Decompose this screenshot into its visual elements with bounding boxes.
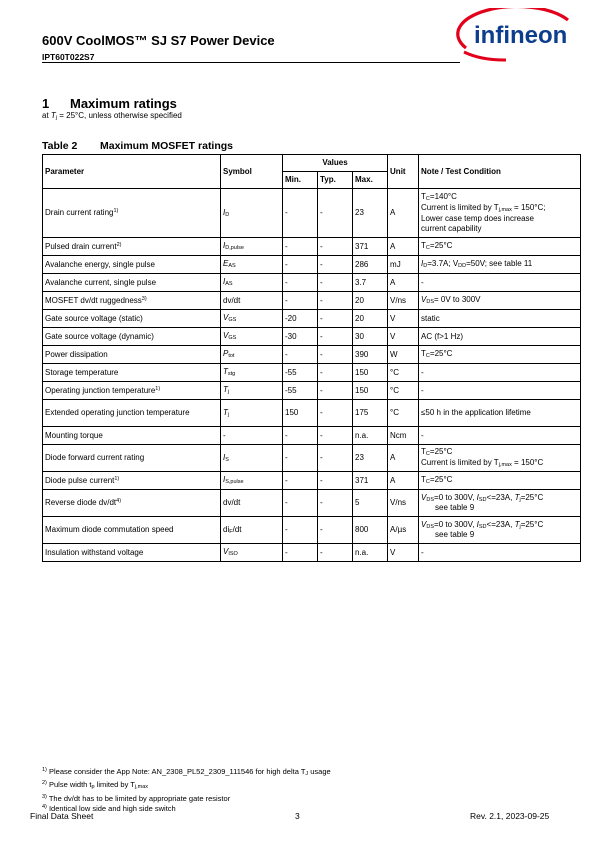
header-note: Note / Test Condition <box>419 155 581 189</box>
value-cell: - <box>283 517 318 544</box>
value-cell: V/ns <box>388 490 419 517</box>
note-cell: $V_{DS}= 0V$ to 300V <box>419 292 581 310</box>
value-cell: - <box>318 445 353 472</box>
value-cell: A <box>388 238 419 256</box>
table-row <box>43 189 581 238</box>
value-cell: - <box>283 346 318 364</box>
value-cell: A <box>388 472 419 490</box>
symbol-cell: - <box>221 427 283 445</box>
table-row <box>43 364 581 382</box>
value-cell: - <box>318 292 353 310</box>
value-cell: n.a. <box>353 427 388 445</box>
table-row <box>43 328 581 346</box>
value-cell: 371 <box>353 238 388 256</box>
value-cell: - <box>283 472 318 490</box>
value-cell: - <box>318 382 353 400</box>
parameter-cell: Gate source voltage (dynamic) <box>43 328 221 346</box>
value-cell: - <box>318 256 353 274</box>
value-cell: 20 <box>353 292 388 310</box>
value-cell: - <box>318 472 353 490</box>
value-cell: 371 <box>353 472 388 490</box>
value-cell: - <box>318 310 353 328</box>
logo-wordmark: infineon <box>474 22 568 49</box>
parameter-cell: Extended operating junction temperature <box>43 400 221 427</box>
value-cell: A <box>388 445 419 472</box>
symbol-cell: $T_j$ <box>221 382 283 400</box>
table-row <box>43 292 581 310</box>
value-cell: V <box>388 310 419 328</box>
parameter-cell: Power dissipation <box>43 346 221 364</box>
value-cell: V/ns <box>388 292 419 310</box>
note-cell: - <box>419 544 581 562</box>
table-row <box>43 472 581 490</box>
part-number: IPT60T022S7 <box>42 52 95 62</box>
value-cell: - <box>318 274 353 292</box>
value-cell: 150 <box>353 364 388 382</box>
symbol-cell: $I_S$ <box>221 445 283 472</box>
document-title: 600V CoolMOS™ SJ S7 Power Device <box>42 33 275 48</box>
table-row <box>43 544 581 562</box>
note-cell: $T_C=25^\circ C$ Current is limited by $T_{j,max} = 150^\circ C$ <box>419 445 581 472</box>
note-cell: static <box>419 310 581 328</box>
parameter-cell: MOSFET dv/dt ruggedness$^{3)}$ <box>43 292 221 310</box>
value-cell: 150 <box>283 400 318 427</box>
symbol-cell: dv/dt <box>221 490 283 517</box>
value-cell: 150 <box>353 382 388 400</box>
value-cell: W <box>388 346 419 364</box>
value-cell: - <box>318 490 353 517</box>
value-cell: - <box>283 274 318 292</box>
symbol-cell: $di_F/dt$ <box>221 517 283 544</box>
value-cell: -20 <box>283 310 318 328</box>
table-caption: Table 2 Maximum MOSFET ratings <box>42 140 234 152</box>
value-cell: Ncm <box>388 427 419 445</box>
value-cell: 30 <box>353 328 388 346</box>
note-cell: $V_{DS}=0$ to 300V, $I_{SD}<=23A$, $T_j=25^\circ C$ see table 9 <box>419 517 581 544</box>
value-cell: - <box>318 238 353 256</box>
header-divider <box>42 62 460 63</box>
value-cell: -30 <box>283 328 318 346</box>
note-cell: $T_C=140^\circ C$ Current is limited by $T_{j,max} = 150^\circ C$; Lower case temp does increase current capability <box>419 189 581 238</box>
footnote-2: $^{2)}$ Pulse width $t_p$ limited by $T_{j,max}$ <box>42 780 148 791</box>
symbol-cell: $I_{S,pulse}$ <box>221 472 283 490</box>
value-cell: 5 <box>353 490 388 517</box>
symbol-cell: $T_{stg}$ <box>221 364 283 382</box>
value-cell: - <box>283 238 318 256</box>
infineon-logo <box>456 8 580 62</box>
value-cell: - <box>283 445 318 472</box>
value-cell: 23 <box>353 189 388 238</box>
value-cell: 175 <box>353 400 388 427</box>
symbol-cell: $I_D$ <box>221 189 283 238</box>
value-cell: - <box>318 189 353 238</box>
value-cell: -55 <box>283 382 318 400</box>
value-cell: - <box>283 490 318 517</box>
value-cell: - <box>283 427 318 445</box>
footnotes <box>42 766 331 813</box>
value-cell: °C <box>388 400 419 427</box>
table-row <box>43 310 581 328</box>
symbol-cell: $I_{D,pulse}$ <box>221 238 283 256</box>
table-row <box>43 517 581 544</box>
header-values: Values <box>283 155 388 172</box>
symbol-cell: $T_j$ <box>221 400 283 427</box>
value-cell: - <box>318 544 353 562</box>
footnote-3: $^{3)}$ The dv/dt has to be limited by appropriate gate resistor <box>42 793 231 803</box>
footnote-1: $^{1)}$ Please consider the App Note: AN_2308_PL52_2309_111546 for high delta $T_J$ usage <box>42 767 331 777</box>
value-cell: n.a. <box>353 544 388 562</box>
value-cell: °C <box>388 364 419 382</box>
table-row <box>43 346 581 364</box>
parameter-cell: Pulsed drain current$^{2)}$ <box>43 238 221 256</box>
header-symbol: Symbol <box>221 155 283 189</box>
value-cell: - <box>283 256 318 274</box>
footer-page-number: 3 <box>295 811 300 821</box>
value-cell: - <box>318 517 353 544</box>
table-row <box>43 274 581 292</box>
parameter-cell: Reverse diode $dv/dt^{4)}$ <box>43 490 221 517</box>
table-row <box>43 400 581 427</box>
value-cell: -55 <box>283 364 318 382</box>
value-cell: - <box>318 427 353 445</box>
parameter-cell: Operating junction temperature$^{1)}$ <box>43 382 221 400</box>
table-row <box>43 490 581 517</box>
value-cell: °C <box>388 382 419 400</box>
parameter-cell: Avalanche current, single pulse <box>43 274 221 292</box>
value-cell: 20 <box>353 310 388 328</box>
table-row <box>43 256 581 274</box>
symbol-cell: $V_{GS}$ <box>221 310 283 328</box>
note-cell: - <box>419 364 581 382</box>
symbol-cell: $V_{GS}$ <box>221 328 283 346</box>
value-cell: - <box>318 364 353 382</box>
header-parameter: Parameter <box>43 155 221 189</box>
value-cell: 390 <box>353 346 388 364</box>
value-cell: 23 <box>353 445 388 472</box>
symbol-cell: $P_{tot}$ <box>221 346 283 364</box>
parameter-cell: Storage temperature <box>43 364 221 382</box>
value-cell: 286 <box>353 256 388 274</box>
table-row <box>43 445 581 472</box>
value-cell: mJ <box>388 256 419 274</box>
symbol-cell: $V_{ISO}$ <box>221 544 283 562</box>
symbol-cell: dv/dt <box>221 292 283 310</box>
value-cell: - <box>283 189 318 238</box>
value-cell: - <box>318 328 353 346</box>
parameter-cell: Mounting torque <box>43 427 221 445</box>
parameter-cell: Avalanche energy, single pulse <box>43 256 221 274</box>
note-cell: - <box>419 382 581 400</box>
parameter-cell: Diode forward current rating <box>43 445 221 472</box>
note-cell: AC (f>1 Hz) <box>419 328 581 346</box>
value-cell: - <box>318 400 353 427</box>
header-min: Min. <box>283 172 318 189</box>
table-row <box>43 427 581 445</box>
parameter-cell: Gate source voltage (static) <box>43 310 221 328</box>
value-cell: - <box>283 292 318 310</box>
value-cell: 3.7 <box>353 274 388 292</box>
note-cell: $V_{DS}=0$ to 300V, $I_{SD}<=23A$, $T_j=25^\circ C$ see table 9 <box>419 490 581 517</box>
note-cell: $T_C=25^\circ C$ <box>419 238 581 256</box>
value-cell: - <box>318 346 353 364</box>
table-row <box>43 382 581 400</box>
value-cell: 800 <box>353 517 388 544</box>
value-cell: A/µs <box>388 517 419 544</box>
header-max: Max. <box>353 172 388 189</box>
note-cell: $I_D=3.7A$; $V_{DD}=50V$; see table 11 <box>419 256 581 274</box>
note-cell: ≤50 h in the application lifetime <box>419 400 581 427</box>
section-subtitle: at $T_j = 25^\circ C$, unless otherwise specified <box>42 111 182 121</box>
parameter-cell: Diode pulse current$^{1)}$ <box>43 472 221 490</box>
value-cell: - <box>283 544 318 562</box>
note-cell: $T_C=25^\circ C$ <box>419 472 581 490</box>
maximum-ratings-table <box>42 154 581 562</box>
parameter-cell: Insulation withstand voltage <box>43 544 221 562</box>
footer-revision: Rev. 2.1, 2023-09-25 <box>470 811 550 821</box>
value-cell: A <box>388 189 419 238</box>
value-cell: V <box>388 328 419 346</box>
value-cell: A <box>388 274 419 292</box>
symbol-cell: $I_{AS}$ <box>221 274 283 292</box>
note-cell: - <box>419 427 581 445</box>
parameter-cell: Maximum diode commutation speed <box>43 517 221 544</box>
parameter-cell: Drain current rating$^{1)}$ <box>43 189 221 238</box>
table-row <box>43 238 581 256</box>
footer-doc-type: Final Data Sheet <box>30 811 94 821</box>
note-cell: - <box>419 274 581 292</box>
symbol-cell: $E_{AS}$ <box>221 256 283 274</box>
note-cell: $T_C=25^\circ C$ <box>419 346 581 364</box>
section-heading: 1 Maximum ratings <box>42 96 177 111</box>
footnote-4: $^{4)}$ Identical low side and high side switch <box>42 803 176 813</box>
header-unit: Unit <box>388 155 419 189</box>
header-typ: Typ. <box>318 172 353 189</box>
value-cell: V <box>388 544 419 562</box>
